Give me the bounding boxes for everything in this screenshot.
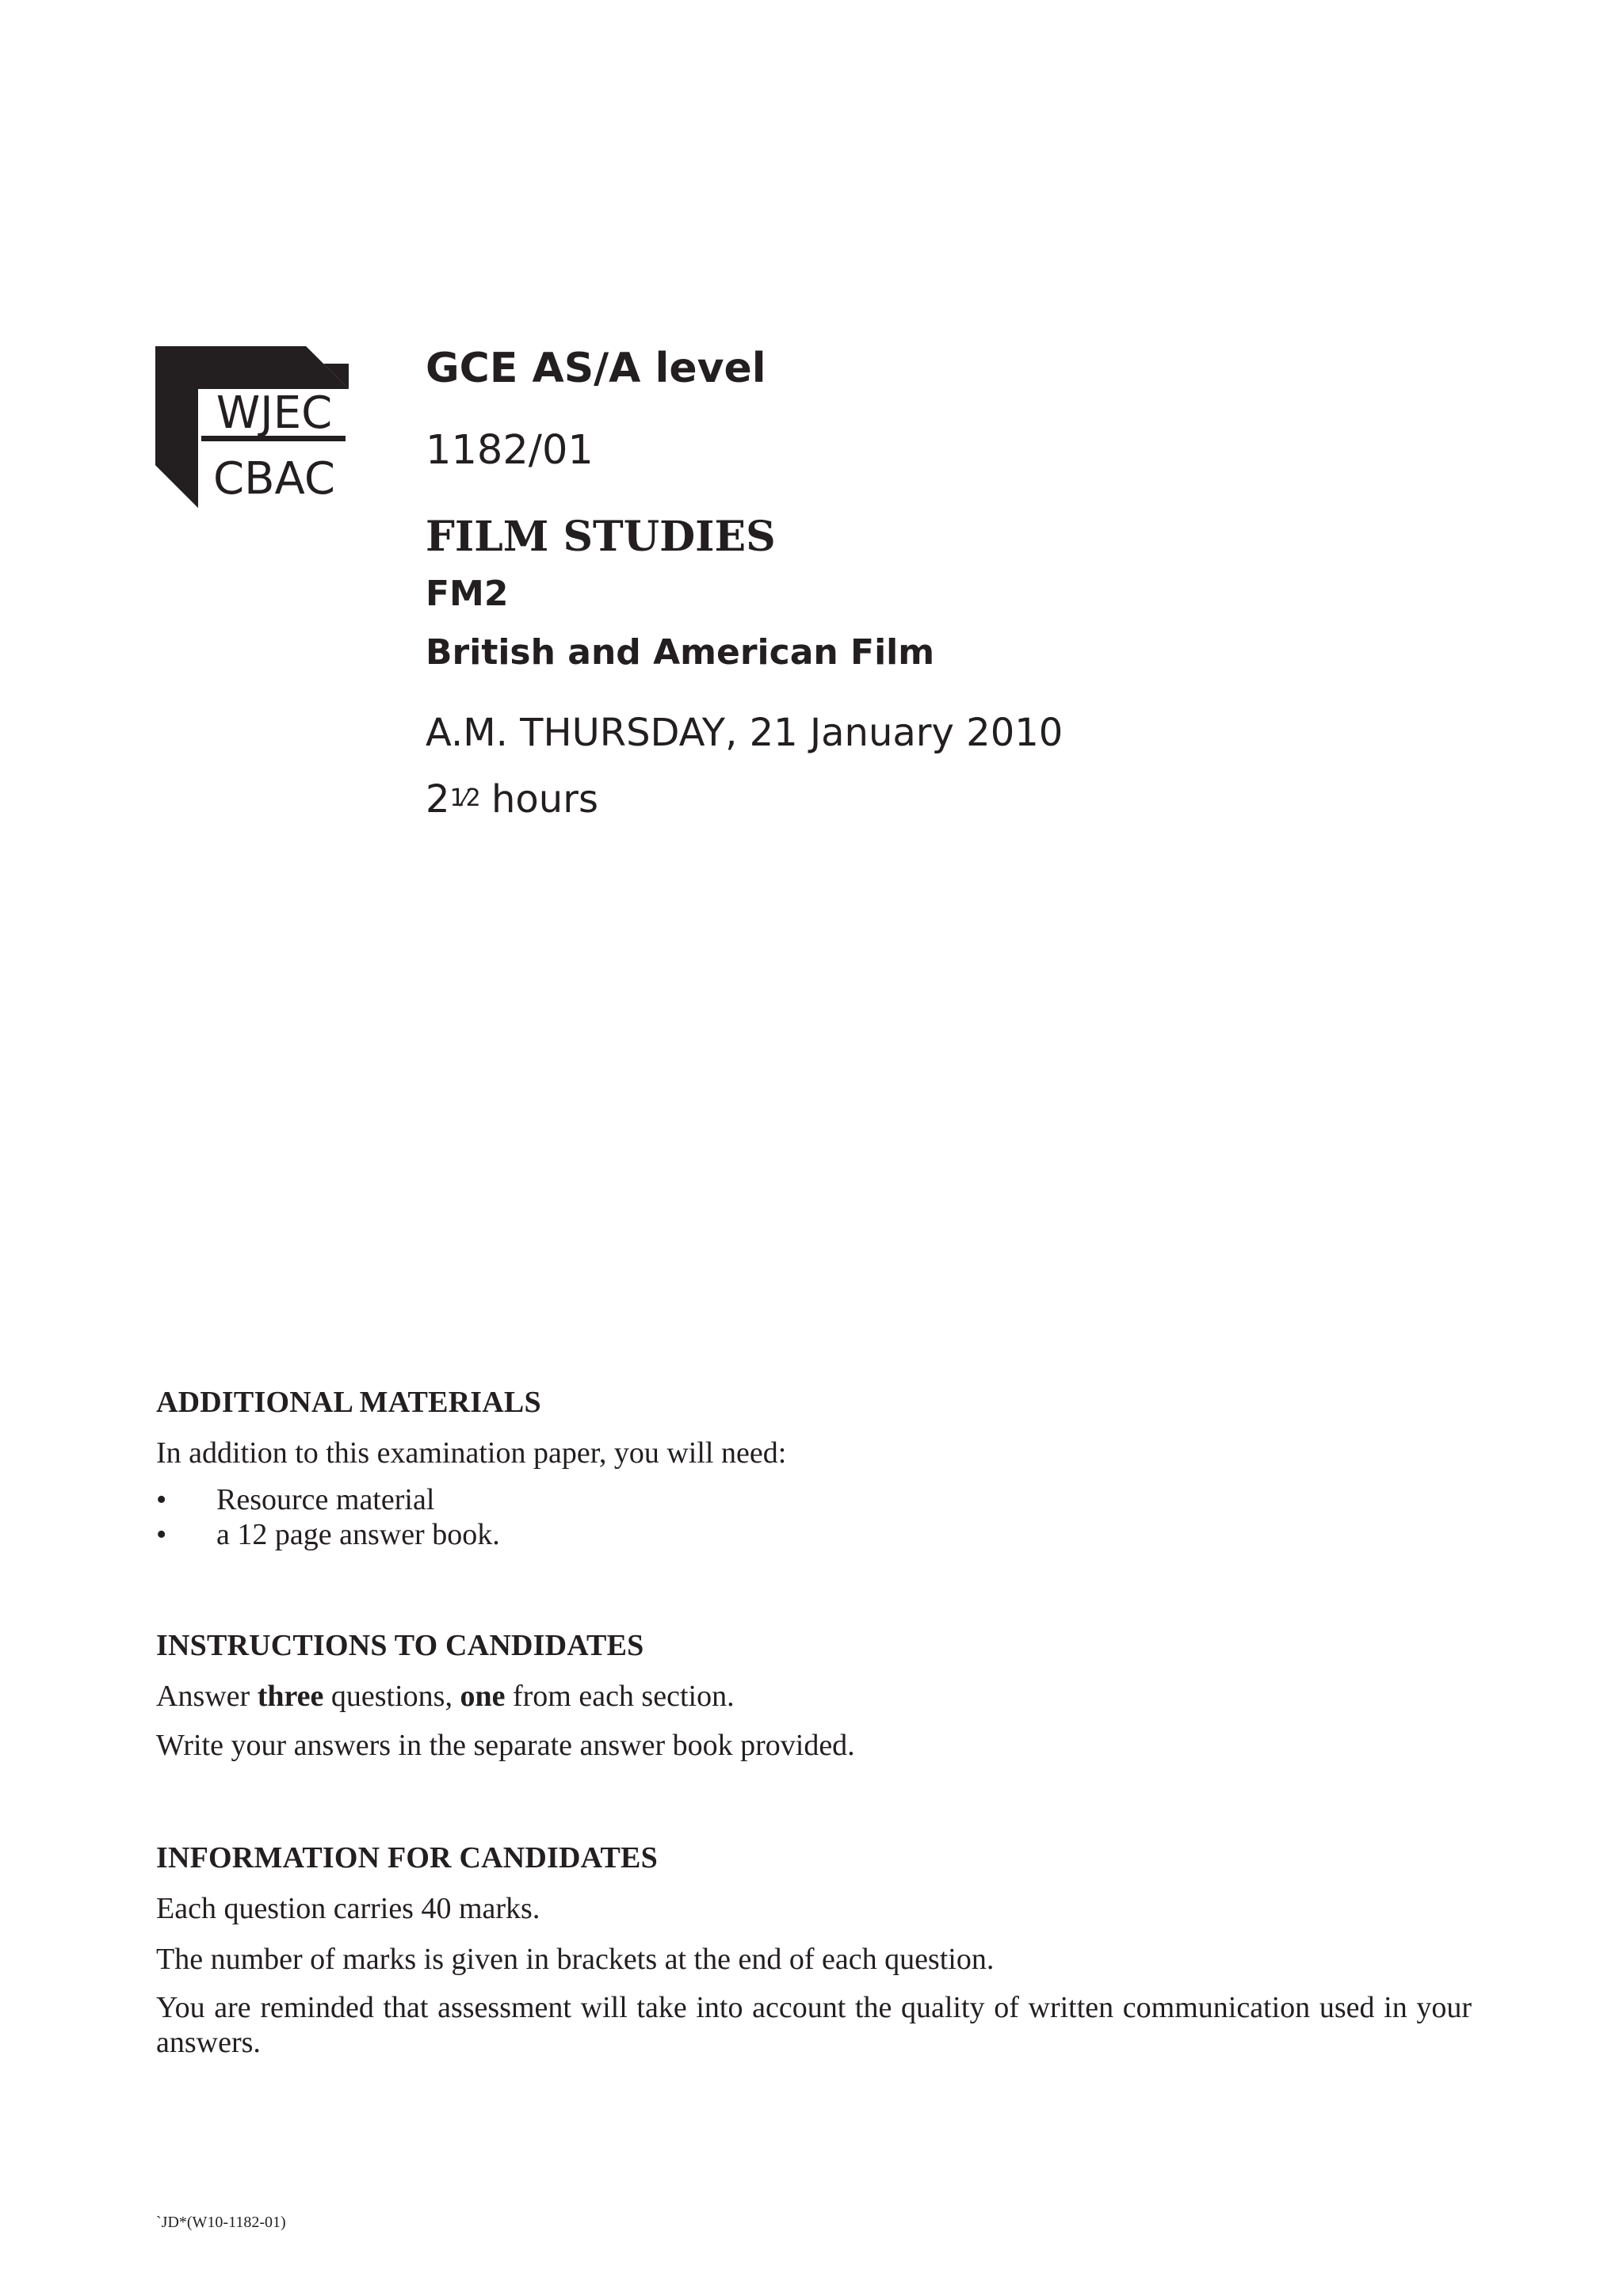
instructions-line-1	[156, 1676, 1472, 1716]
exam-header	[426, 337, 1456, 833]
instructions-text: Answer	[156, 1680, 258, 1713]
wjec-cbac-logo-icon	[155, 346, 349, 508]
instructions-emphasis-three: three	[257, 1680, 324, 1713]
instructions-emphasis-one: one	[460, 1680, 506, 1713]
duration-unit: hours	[491, 777, 598, 822]
information-line-1: Each question carries 40 marks.	[156, 1892, 540, 1925]
subject-title: FILM STUDIES	[426, 513, 776, 561]
qualification-level: GCE AS/A level	[426, 345, 766, 392]
list-item: • a 12 page answer book.	[156, 1517, 1472, 1552]
additional-materials-intro: In addition to this examination paper, you will need:	[156, 1436, 787, 1470]
additional-materials-section	[156, 1383, 1472, 1552]
instructions-text: questions,	[323, 1680, 460, 1713]
instructions-text: from each section.	[505, 1680, 735, 1713]
instructions-heading: INSTRUCTIONS TO CANDIDATES	[156, 1629, 644, 1662]
list-item: • Resource material	[156, 1482, 1472, 1517]
unit-code: FM2	[426, 574, 509, 614]
logo-text-line2: CBAC	[213, 453, 335, 505]
paper-code: 1182/01	[426, 427, 594, 474]
exam-date: A.M. THURSDAY, 21 January 2010	[426, 711, 1064, 755]
instructions-line-2: Write your answers in the separate answer book provided.	[156, 1729, 855, 1762]
information-section	[156, 1838, 1472, 2060]
exam-duration	[426, 771, 1456, 833]
information-heading: INFORMATION FOR CANDIDATES	[156, 1841, 658, 1875]
additional-materials-list	[156, 1482, 1472, 1552]
logo-text-line1: WJEC	[216, 387, 333, 439]
paper-title: British and American Film	[426, 632, 935, 673]
document-reference-code: `JD*(W10-1182-01)	[156, 2214, 286, 2231]
duration-fraction: 1⁄2	[449, 784, 479, 812]
duration-whole: 2	[426, 777, 450, 822]
instructions-section	[156, 1626, 1472, 1765]
information-line-2: The number of marks is given in brackets at the end of each question.	[156, 1943, 995, 1976]
information-line-3: You are reminded that assessment will take into account the quality of written communication used in your answers.	[156, 1991, 1472, 2059]
additional-materials-heading: ADDITIONAL MATERIALS	[156, 1386, 541, 1419]
